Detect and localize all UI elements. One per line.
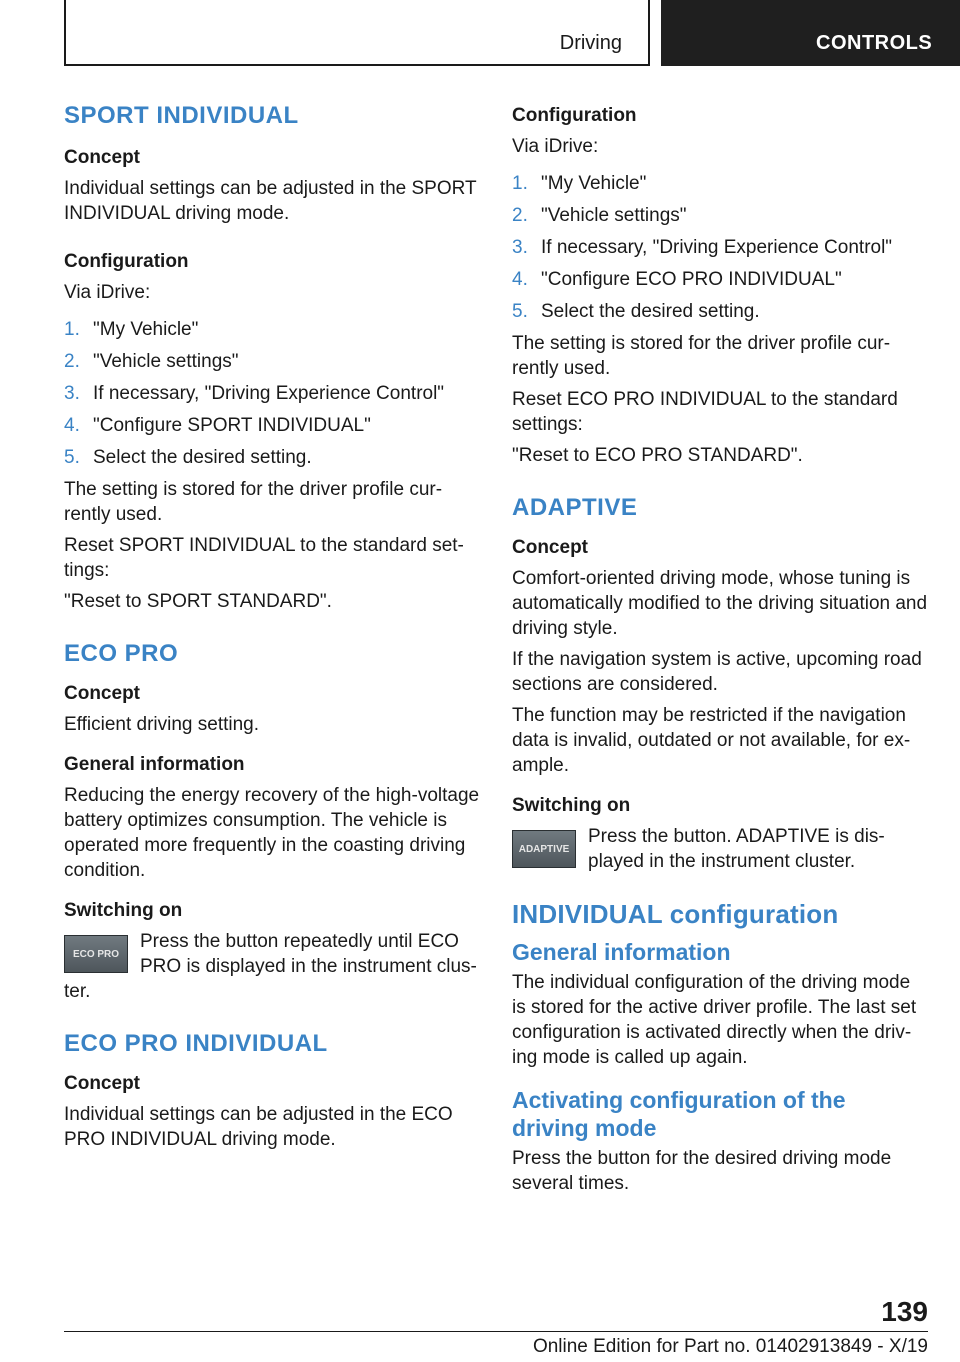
eco-concept-heading: Concept bbox=[64, 683, 140, 704]
individual-general-text: The individual configuration of the driving mode is stored for the active driver profile. The last set configuration is activated directly when the driving mode is called up again. bbox=[512, 972, 917, 1068]
left-column bbox=[64, 100, 480, 1158]
adaptive-switch-text: Press the button. ADAPTIVE is displayed in the instrument cluster. bbox=[588, 826, 885, 872]
adaptive-concept-heading: Concept bbox=[512, 537, 588, 558]
sport-stored-text: The setting is stored for the driver profile currently used. bbox=[64, 479, 443, 525]
eco-ind-concept-heading: Concept bbox=[64, 1073, 140, 1094]
sport-reset-text: Reset SPORT INDIVIDUAL to the standard settings: bbox=[64, 535, 464, 581]
list-item: 2. "Vehicle settings" bbox=[64, 351, 239, 372]
eco-ind-reset-text: Reset ECO PRO INDIVIDUAL to the standard settings: bbox=[512, 389, 898, 435]
header-section-box bbox=[64, 0, 650, 66]
header-section: Driving bbox=[559, 32, 622, 54]
adaptive-switch-heading: Switching on bbox=[512, 795, 631, 816]
list-item: 4. "Configure SPORT INDIVIDUAL" bbox=[64, 415, 371, 436]
eco-ind-stored-text: The setting is stored for the driver profile currently used. bbox=[512, 333, 891, 379]
eco-concept-text: Efficient driving setting. bbox=[64, 714, 260, 735]
sport-via-idrive: Via iDrive: bbox=[64, 282, 151, 303]
footer-divider bbox=[64, 1331, 928, 1332]
list-item: 5. Select the desired setting. bbox=[512, 301, 760, 322]
eco-ind-concept-text: Individual settings can be adjusted in the ECO PRO INDIVIDUAL driving mode. bbox=[64, 1104, 453, 1150]
eco-pro-button-icon: ECO PRO bbox=[64, 935, 128, 973]
list-item: 1. "My Vehicle" bbox=[64, 319, 199, 340]
eco-switch-text: Press the button repeatedly until ECO PRO is displayed in the instrument cluster. bbox=[64, 931, 477, 1002]
sport-individual-title: SPORT INDIVIDUAL bbox=[64, 102, 299, 129]
adaptive-concept-text-2: If the navigation system is active, upcoming road sections are considered. bbox=[512, 649, 922, 695]
list-item: 3. If necessary, "Driving Experience Control" bbox=[512, 237, 893, 258]
list-item: 2. "Vehicle settings" bbox=[512, 205, 687, 226]
individual-general-heading: General information bbox=[512, 939, 731, 965]
eco-switch-heading: Switching on bbox=[64, 900, 183, 921]
eco-pro-title: ECO PRO bbox=[64, 640, 179, 667]
right-column bbox=[512, 100, 928, 1202]
sport-config-steps bbox=[64, 317, 480, 470]
list-item: 3. If necessary, "Driving Experience Control" bbox=[64, 383, 445, 404]
header-chapter-box bbox=[661, 0, 960, 66]
header-chapter: CONTROLS bbox=[816, 32, 933, 54]
eco-pro-individual-title: ECO PRO INDIVIDUAL bbox=[64, 1030, 328, 1057]
footer-edition: Online Edition for Part no. 01402913849 - X/19 bbox=[532, 1336, 928, 1357]
eco-ind-config-steps bbox=[512, 171, 928, 324]
adaptive-concept-text-1: Comfort-oriented driving mode, whose tuning is automatically modified to the driving situation and driving style. bbox=[512, 568, 928, 639]
eco-general-heading: General information bbox=[64, 754, 245, 775]
adaptive-switch-block bbox=[512, 824, 928, 874]
list-item: 1. "My Vehicle" bbox=[512, 173, 647, 194]
sport-concept-text: Individual settings can be adjusted in the SPORT INDIVIDUAL driving mode. bbox=[64, 178, 477, 224]
sport-concept-heading: Concept bbox=[64, 147, 140, 168]
eco-ind-reset-value: "Reset to ECO PRO STANDARD". bbox=[512, 445, 803, 466]
individual-activating-heading: Activating configuration of the driving mode bbox=[512, 1087, 846, 1141]
adaptive-button-icon: ADAPTIVE bbox=[512, 830, 576, 868]
eco-general-text: Reducing the energy recovery of the high-voltage battery optimizes consumption. The vehicle is operated more frequently in the coasting driving condition. bbox=[64, 785, 480, 881]
sport-reset-value: "Reset to SPORT STANDARD". bbox=[64, 591, 332, 612]
individual-activating-text: Press the button for the desired driving mode several times. bbox=[512, 1148, 892, 1194]
page-number: 139 bbox=[881, 1296, 928, 1327]
list-item: 4. "Configure ECO PRO INDIVIDUAL" bbox=[512, 269, 842, 290]
list-item: 5. Select the desired setting. bbox=[64, 447, 312, 468]
eco-ind-config-heading: Configuration bbox=[512, 105, 637, 126]
individual-config-title: INDIVIDUAL configuration bbox=[512, 899, 839, 929]
eco-ind-via-idrive: Via iDrive: bbox=[512, 136, 599, 157]
sport-config-heading: Configuration bbox=[64, 251, 189, 272]
adaptive-title: ADAPTIVE bbox=[512, 494, 638, 521]
eco-switch-block bbox=[64, 929, 480, 1004]
adaptive-concept-text-3: The function may be restricted if the navigation data is invalid, outdated or not available, for example. bbox=[512, 705, 911, 776]
